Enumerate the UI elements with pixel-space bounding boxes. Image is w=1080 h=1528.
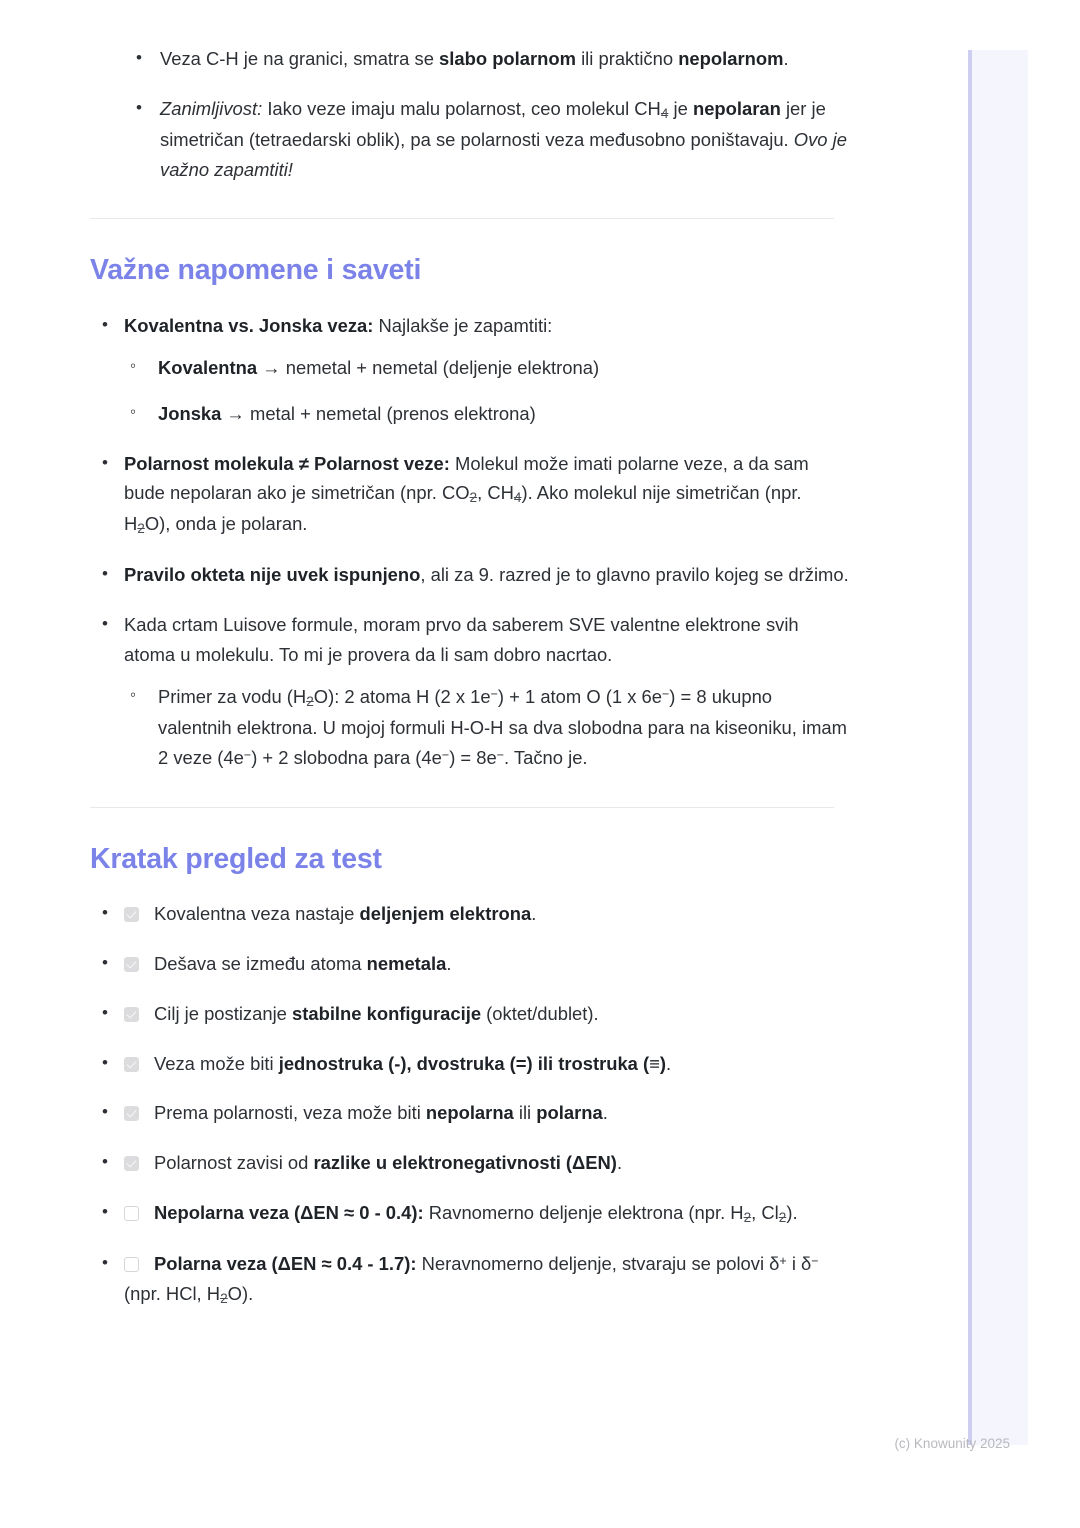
intro-bullet-list [0, 44, 930, 184]
checkbox-checked-icon[interactable] [124, 1007, 139, 1022]
text-run: jer je simetričan (tetraedarski oblik), pa se polarnosti veza međusobno poništavaju. [160, 97, 826, 150]
text-run: ) + 1 atom O (1 x 6e [497, 685, 662, 707]
text-run: . [446, 952, 452, 974]
text-run: (npr. HCl, H [124, 1282, 221, 1304]
notes-bullet-list [0, 311, 930, 772]
checkbox-checked-icon[interactable] [124, 957, 139, 972]
emphasis-bold: Polarna veza (ΔEN ≈ 0.4 - 1.7): [154, 1253, 417, 1275]
emphasis-italic: Zanimljivost: [160, 97, 263, 119]
checklist-item[interactable] [0, 949, 930, 979]
checklist-item[interactable] [0, 1148, 930, 1178]
emphasis-bold: nemetala [366, 952, 447, 974]
checklist-item[interactable] [0, 899, 930, 929]
text-run: → metal + nemetal (prenos elektrona) [221, 402, 536, 424]
emphasis-bold: Pravilo okteta nije uvek ispunjeno [124, 564, 421, 586]
emphasis-bold: Jonska [158, 402, 222, 424]
checklist-item[interactable] [0, 1049, 930, 1079]
text-run: . [783, 48, 789, 69]
text-run: ) = 8 ukupno valentnih elektrona. U mojoj formuli H-O-H sa dva slobodna para na kiseoniku, imam 2 veze (4e [158, 685, 847, 768]
section-title-review: Kratak pregled za test [90, 842, 382, 875]
emphasis-bold: nepolaran [692, 97, 781, 119]
superscript: + [779, 1253, 787, 1268]
list-item [0, 44, 930, 74]
text-run: Ravnomerno deljenje elektrona (npr. H [423, 1202, 744, 1223]
text-run: ). Ako molekul nije simetričan (npr. H [124, 482, 802, 535]
checkbox-checked-icon[interactable] [124, 1106, 139, 1121]
sub-list [124, 682, 850, 773]
sub-list-item [124, 399, 850, 429]
text-run: Neravnomerno deljenje, stvaraju se polovi δ [416, 1253, 780, 1275]
text-run: . [602, 1102, 608, 1124]
text-run: Dešava se između atoma [154, 952, 367, 974]
superscript: − [811, 1253, 819, 1268]
text-run: Polarnost zavisi od [154, 1152, 314, 1174]
superscript: − [496, 747, 505, 762]
list-item [0, 610, 930, 772]
text-run: . [531, 903, 537, 925]
emphasis-bold: nepolarnom [678, 48, 784, 69]
emphasis-bold: Polarnost molekula ≠ Polarnost veze: [124, 452, 450, 474]
superscript: − [441, 747, 450, 762]
text-run: ) = 8e [449, 746, 497, 768]
text-run: O), onda je polaran. [144, 513, 308, 535]
checklist-item[interactable] [0, 1198, 930, 1229]
review-checklist [0, 899, 930, 1310]
watermark-footer: (c) Knowunity 2025 [894, 1436, 1010, 1451]
text-run: ) + 2 slobodna para (4e [251, 746, 442, 768]
text-run: Iako veze imaju malu polarnost, ceo molekul CH [262, 97, 661, 119]
text-run: Najlakše je zapamtiti: [373, 315, 553, 337]
text-run: , CH [477, 482, 514, 504]
text-run: ). [786, 1202, 798, 1223]
checkbox-checked-icon[interactable] [124, 1057, 139, 1072]
text-run: O). [227, 1282, 254, 1304]
text-run: . [666, 1052, 672, 1074]
subscript: 4 [660, 105, 669, 121]
text-run: Cilj je postizanje [154, 1002, 292, 1024]
emphasis-bold: polarna [536, 1102, 603, 1124]
emphasis-bold: deljenjem elektrona [359, 903, 532, 925]
emphasis-bold: Kovalentna vs. Jonska veza: [124, 315, 374, 337]
text-run: Primer za vodu (H [158, 685, 307, 707]
text-run: Kovalentna veza nastaje [154, 903, 360, 925]
emphasis-bold: jednostruka (-), dvostruka (=) ili trostruka (≡) [278, 1052, 666, 1074]
checkbox-checked-icon[interactable] [124, 1156, 139, 1171]
list-item [0, 449, 930, 541]
section-divider-top [90, 218, 834, 219]
sub-list-item [124, 682, 850, 773]
subscript: 2 [220, 1290, 228, 1306]
sub-list [124, 353, 850, 429]
subscript: 2 [743, 1209, 752, 1225]
list-item [0, 94, 930, 185]
superscript: − [243, 747, 252, 762]
emphasis-bold: nepolarna [425, 1102, 514, 1124]
subscript: 2 [469, 490, 478, 506]
emphasis-bold: slabo polarnom [439, 48, 576, 69]
text-run: ili [513, 1102, 537, 1124]
emphasis-bold: razlike u elektronegativnosti (ΔEN) [313, 1152, 617, 1174]
superscript: − [490, 686, 498, 701]
checklist-item[interactable] [0, 1098, 930, 1128]
text-run: O): 2 atoma H (2 x 1e [313, 685, 491, 707]
checkbox-unchecked-icon[interactable] [124, 1206, 139, 1221]
emphasis-bold: Kovalentna [158, 356, 258, 378]
text-run: i δ [786, 1253, 812, 1275]
text-run: Veza može biti [154, 1052, 279, 1074]
subscript: 2 [778, 1209, 787, 1225]
text-run: Molekul može imati polarne veze, a da sam bude nepolaran ako je simetričan (npr. CO [124, 452, 809, 504]
text-run: je [668, 97, 693, 119]
right-side-panel [968, 50, 1028, 1445]
text-run: ili praktično [575, 48, 679, 69]
subscript: 4 [513, 490, 522, 506]
superscript: − [661, 686, 670, 701]
checklist-item[interactable] [0, 999, 930, 1029]
section-title-notes: Važne napomene i saveti [90, 254, 422, 287]
checkbox-unchecked-icon[interactable] [124, 1257, 139, 1272]
emphasis-italic: Ovo je važno zapamtiti! [160, 128, 847, 180]
list-item [0, 560, 930, 590]
checklist-item[interactable] [0, 1249, 930, 1310]
text-run: Veza C-H je na granici, smatra se [160, 48, 440, 69]
text-run: Prema polarnosti, veza može biti [154, 1102, 426, 1124]
text-run: Kada crtam Luisove formule, moram prvo da saberem SVE valentne elektrone svih atoma u molekulu. To mi je provera da li sam dobro nacrtao. [124, 614, 799, 666]
list-item [0, 311, 930, 428]
section-divider-bottom [90, 807, 834, 808]
emphasis-bold: stabilne konfiguracije [292, 1002, 482, 1024]
checkbox-checked-icon[interactable] [124, 907, 139, 922]
text-run: . [616, 1152, 623, 1174]
sub-list-item [124, 353, 850, 383]
text-run: (oktet/dublet). [481, 1002, 599, 1024]
emphasis-bold: Nepolarna veza (ΔEN ≈ 0 - 0.4): [154, 1202, 424, 1223]
text-run: , Cl [751, 1202, 779, 1223]
text-run: . Tačno je. [504, 746, 588, 768]
subscript: 2 [137, 521, 145, 537]
text-run: , ali za 9. razred je to glavno pravilo kojeg se držimo. [420, 564, 849, 586]
subscript: 2 [306, 693, 314, 709]
text-run: → nemetal + nemetal (deljenje elektrona) [257, 356, 600, 378]
